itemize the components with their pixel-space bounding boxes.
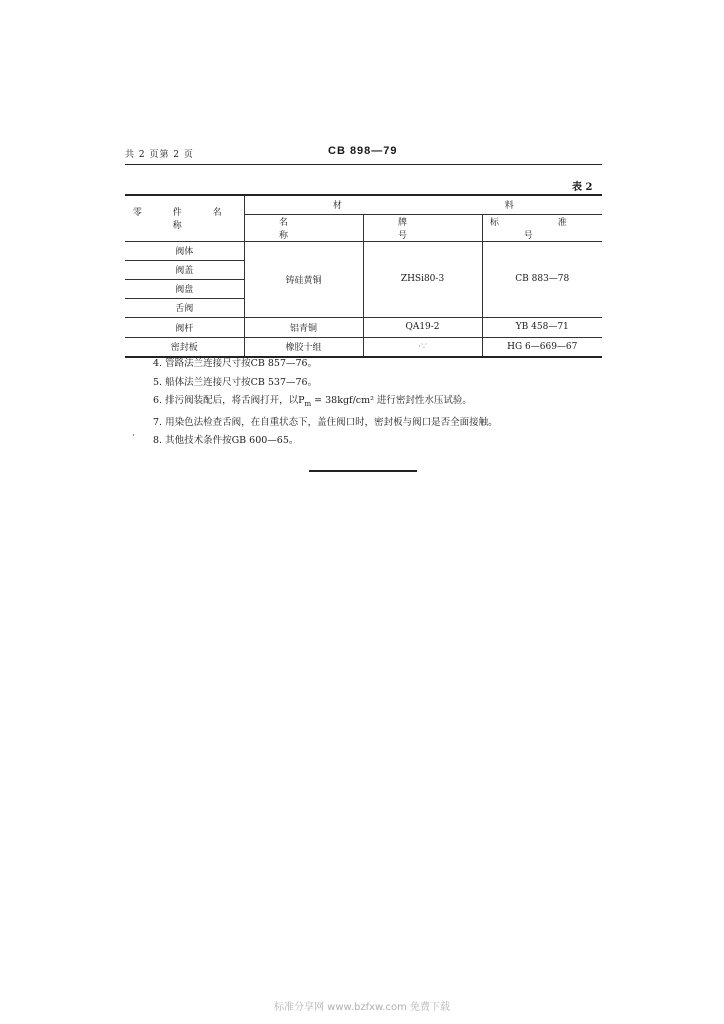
end-rule — [309, 470, 417, 472]
stem-name: 铝青铜 — [244, 317, 363, 337]
header-grade: 牌 号 — [363, 214, 482, 241]
part-cell: 舌阀 — [125, 298, 244, 317]
seal-grade: ·∵ — [363, 337, 482, 357]
note-item: 7. 用染色法检查舌阀，在自重状态下，盖住阀口时，密封板与阀口是否全面接触。 — [153, 416, 498, 428]
footer-watermark: 标准分享网 www.bzfxw.com 免费下载 — [274, 1002, 450, 1013]
header-rule — [125, 164, 602, 165]
part-cell: 密封板 — [125, 337, 244, 357]
note-item: 6. 排污阀装配后，将舌阀打开，以$P_m = 38kgf/cm^2$ 进行密封性水压试验。 — [153, 395, 472, 409]
group1-standard: CB 883—78 — [482, 241, 602, 317]
part-cell: 阀盘 — [125, 279, 244, 298]
header-material: 材 料 — [244, 195, 602, 214]
table-label: 表 2 — [572, 182, 593, 193]
stem-standard: YB 458—71 — [482, 317, 602, 337]
materials-table — [125, 194, 602, 358]
stem-grade: QA19-2 — [363, 317, 482, 337]
note-item: 4. 管路法兰连接尺寸按CB 857—76。 — [153, 358, 318, 369]
part-cell: 阀盖 — [125, 260, 244, 279]
page-info: 共 2 页第 2 页 — [125, 150, 194, 160]
technical-notes — [153, 355, 498, 451]
part-cell: 阀体 — [125, 241, 244, 260]
part-cell: 阀杆 — [125, 317, 244, 337]
note-item: 8. 其他技术条件按GB 600—65。 — [153, 435, 299, 447]
seal-name: 橡胶十组 — [244, 337, 363, 357]
group1-name: 铸硅黄铜 — [244, 241, 363, 317]
standard-code: CB 898—79 — [328, 145, 398, 157]
header-part-name: 零 件 名 称 — [125, 195, 244, 241]
note-item: 5. 船体法兰连接尺寸按CB 537—76。 — [153, 376, 318, 388]
stray-mark: · — [132, 431, 135, 441]
seal-standard: HG 6—669—67 — [482, 337, 602, 357]
header-standard: 标 准 号 — [482, 214, 602, 241]
group1-grade: ZHSi80-3 — [363, 241, 482, 317]
header-name: 名 称 — [244, 214, 363, 241]
